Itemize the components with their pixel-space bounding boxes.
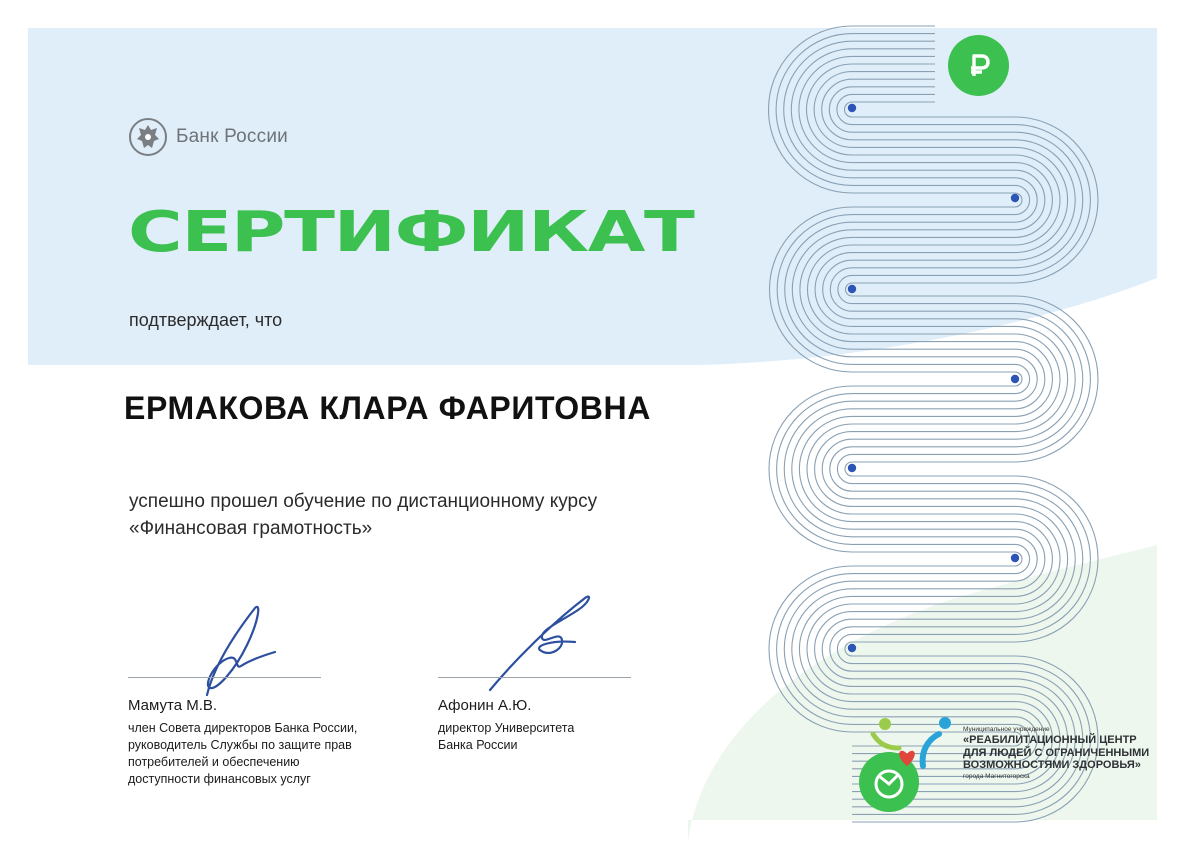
signature-line	[128, 677, 321, 678]
brand	[128, 117, 288, 157]
partner-text	[963, 726, 1149, 780]
bank-emblem-icon	[128, 117, 168, 157]
recipient-name: ЕРМАКОВА КЛАРА ФАРИТОВНА	[124, 390, 651, 426]
signer-name: Афонин А.Ю.	[438, 697, 532, 714]
wave-dot	[848, 464, 856, 472]
signature-line	[438, 677, 631, 678]
partner-logo-block	[857, 714, 1157, 814]
wave-dot	[1011, 194, 1019, 202]
course-line-1: успешно прошел обучение по дистанционному курсу	[129, 491, 598, 512]
signer-role: директор Университета Банка России	[438, 721, 575, 752]
course-name: «Финансовая грамотность»	[129, 518, 373, 539]
partner-name: «РЕАБИЛИТАЦИОННЫЙ ЦЕНТР ДЛЯ ЛЮДЕЙ С ОГРАНИЧЕННЫМИ ВОЗМОЖНОСТЯМИ ЗДОРОВЬЯ»	[963, 734, 1150, 771]
ruble-badge	[948, 35, 1009, 96]
wave-dot	[1011, 554, 1019, 562]
wave-dot	[1011, 375, 1019, 383]
brand-name: Банк России	[176, 126, 288, 147]
ruble-icon	[964, 51, 994, 81]
signer-name: Мамута М.В.	[128, 697, 218, 714]
signer-role: член Совета директоров Банка России, руководитель Службы по защите прав потребителей и обеспечению доступности финансовых услуг	[128, 721, 358, 786]
partner-city: города Магнитогорска	[963, 772, 1030, 780]
wave-dot	[848, 104, 856, 112]
signer-2	[438, 677, 631, 754]
wave-dot	[848, 644, 856, 652]
rehabilitation-center-logo-icon	[857, 714, 957, 814]
signer-1	[128, 677, 357, 788]
certificate-title: СЕРТИФИКАТ	[128, 200, 694, 265]
course-text	[129, 488, 597, 542]
wave-dot	[848, 285, 856, 293]
partner-type: Муниципальное учреждение	[963, 726, 1050, 733]
confirms-text: подтверждает, что	[129, 310, 283, 330]
